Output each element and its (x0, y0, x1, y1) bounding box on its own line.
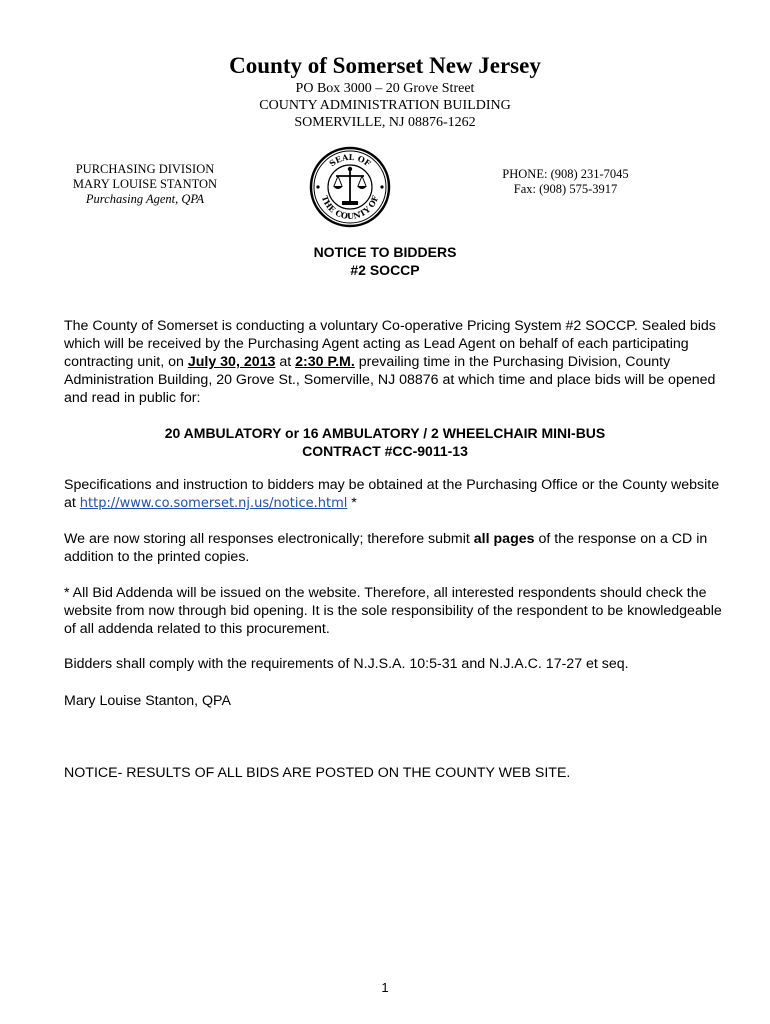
contact-block (478, 167, 653, 197)
paragraph-text: * (347, 495, 357, 511)
address-line-3: SOMERVILLE, NJ 08876-1262 (294, 115, 476, 130)
phone-number: PHONE: (908) 231-7045 (502, 167, 629, 181)
notice-website-link[interactable]: http://www.co.somerset.nj.us/notice.html (79, 496, 348, 511)
paragraph-text: Specifications and instruction to bidders may be obtained at the Purchasing Office or the County website at (64, 477, 720, 511)
notice-subtitle: #2 SOCCP (350, 262, 420, 278)
division-name: PURCHASING DIVISION (75, 162, 215, 176)
letterhead (0, 52, 770, 131)
address-line-2: COUNTY ADMINISTRATION BUILDING (259, 98, 511, 113)
paragraph-bid-announcement (64, 317, 724, 407)
emphasis-text: all pages (473, 531, 535, 547)
contract-heading (0, 424, 770, 460)
paragraph-text: We are now storing all responses electronically; therefore submit (64, 531, 474, 547)
notice-title: NOTICE TO BIDDERS (313, 244, 457, 260)
paragraph-electronic-storage (64, 530, 724, 566)
paragraph-compliance: Bidders shall comply with the requirements of N.J.S.A. 10:5-31 and N.J.A.C. 17-27 et seq. (64, 656, 629, 672)
seal-text-bottom: THE COUNTY OF (319, 194, 381, 222)
contract-number: CONTRACT #CC-9011-13 (302, 443, 468, 459)
agent-name: MARY LOUISE STANTON (72, 177, 218, 191)
paragraph-specifications (64, 476, 724, 513)
page-number: 1 (381, 980, 389, 995)
contract-description: 20 AMBULATORY or 16 AMBULATORY / 2 WHEELCHAIR MINI-BUS (164, 425, 606, 441)
fax-number: Fax: (908) 575-3917 (513, 182, 618, 196)
purchasing-division-block (60, 162, 230, 207)
bid-time: 2:30 P.M. (295, 354, 355, 370)
paragraph-text: prevailing time in the Purchasing Division, County Administration Building, 20 Grove St., Somerville, NJ 08876 at which time and place bids will be opened and read in public for: (64, 354, 716, 406)
signature-name: Mary Louise Stanton, QPA (64, 693, 231, 709)
paragraph-addenda: * All Bid Addenda will be issued on the website. Therefore, all interested respondents should check the website from now through bid opening. It is the sole responsibility of the respondent to be knowledgeable of all addenda related to this procurement. (64, 585, 722, 637)
paragraph-results-notice: NOTICE- RESULTS OF ALL BIDS ARE POSTED ON THE COUNTY WEB SITE. (64, 765, 571, 781)
county-title: County of Somerset New Jersey (229, 53, 541, 78)
county-seal-icon (309, 146, 391, 228)
notice-heading (0, 243, 770, 279)
seal-text-top: SEAL OF (327, 151, 373, 169)
paragraph-text: The County of Somerset is conducting a voluntary Co-operative Pricing System #2 SOCCP. Sealed bids which will be received by the Purchasing Agent acting as Lead Agent on behalf of each participating contracting unit, on (64, 318, 716, 370)
agent-role: Purchasing Agent, QPA (85, 192, 205, 206)
address-line-1: PO Box 3000 – 20 Grove Street (295, 81, 475, 96)
bid-date: July 30, 2013 (187, 354, 276, 370)
paragraph-text: of the response on a CD in addition to the printed copies. (64, 531, 708, 565)
paragraph-text: at (275, 354, 296, 370)
